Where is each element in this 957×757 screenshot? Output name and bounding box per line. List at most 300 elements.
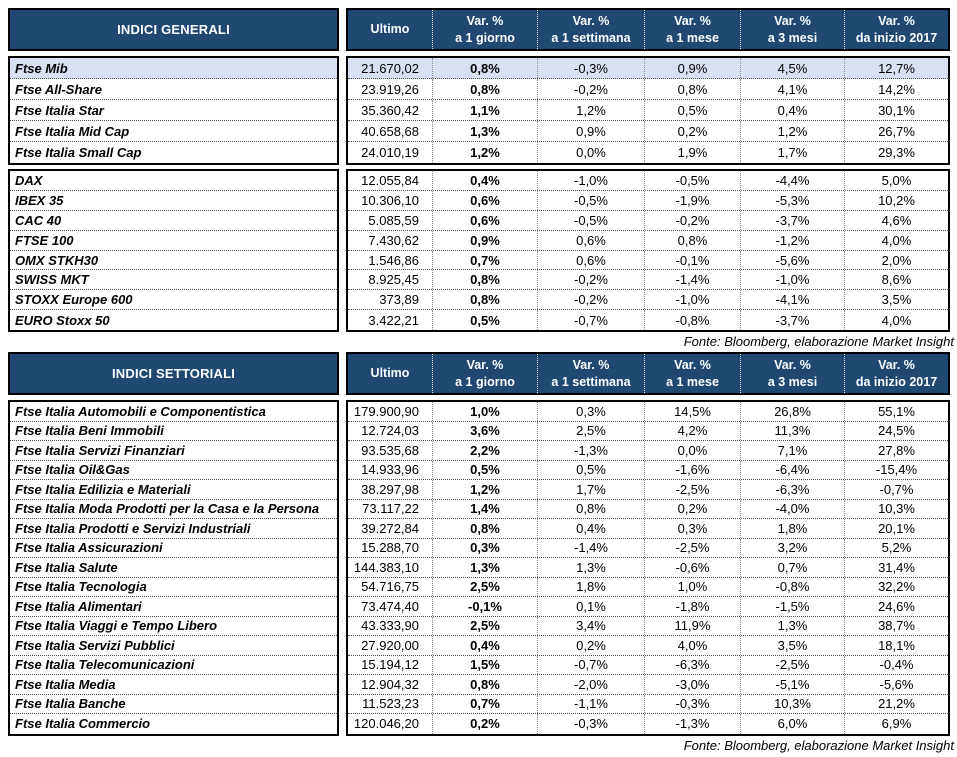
table-body xyxy=(8,400,950,736)
index-name-column xyxy=(8,169,339,332)
table-row-values xyxy=(348,636,948,656)
cell-var-2: -2,5% xyxy=(644,539,740,558)
cell-var-3: 26,8% xyxy=(740,402,844,421)
cell-var-2: 0,9% xyxy=(644,58,740,78)
table-row xyxy=(10,251,337,271)
cell-var-4: 18,1% xyxy=(844,636,948,655)
row-label: Ftse Italia Prodotti e Servizi Industriali xyxy=(15,520,251,536)
row-label: Ftse Italia Tecnologia xyxy=(15,579,147,595)
cell-var-1: 0,3% xyxy=(537,402,644,421)
column-header-line2: a 3 mesi xyxy=(767,30,818,45)
column-header-line2: a 1 mese xyxy=(666,374,719,389)
table-row xyxy=(10,695,337,715)
column-header-line2: a 1 settimana xyxy=(551,374,631,389)
cell-ultimo: 24.010,19 xyxy=(361,145,419,160)
table-row xyxy=(10,519,337,539)
cell-var-3: -6,4% xyxy=(740,461,844,480)
table-row xyxy=(10,578,337,598)
column-header-var-1 xyxy=(537,10,644,49)
table-row xyxy=(10,675,337,695)
table-row xyxy=(10,231,337,251)
cell-var-3: -5,6% xyxy=(740,251,844,270)
cell-var-2: 1,9% xyxy=(644,142,740,163)
table-row xyxy=(10,142,337,163)
row-label: Ftse Italia Viaggi e Tempo Libero xyxy=(15,618,218,634)
cell-var-4: 24,5% xyxy=(844,422,948,441)
cell-var-0: 0,8% xyxy=(432,79,537,99)
table-body xyxy=(8,56,950,332)
cell-var-0: 2,2% xyxy=(432,441,537,460)
cell-var-1: -0,2% xyxy=(537,270,644,289)
cell-var-2: 4,2% xyxy=(644,422,740,441)
column-header-line2: da inizio 2017 xyxy=(855,30,938,45)
table-header xyxy=(8,8,950,51)
column-header-var-4 xyxy=(844,354,948,393)
row-label: Ftse Italia Moda Prodotti per la Casa e la Persona xyxy=(15,501,320,517)
cell-ultimo: 35.360,42 xyxy=(361,102,419,118)
cell-ultimo: 12.904,32 xyxy=(361,676,419,692)
cell-ultimo: 23.919,26 xyxy=(361,81,419,97)
column-header-line1: Var. % xyxy=(572,13,610,28)
row-label: Ftse Italia Telecomunicazioni xyxy=(15,657,195,673)
column-headers xyxy=(346,8,950,51)
cell-var-2: -1,0% xyxy=(644,290,740,309)
cell-var-0: 0,8% xyxy=(432,270,537,289)
row-label: Ftse Italia Automobili e Componentistica xyxy=(15,403,266,419)
cell-var-2: 0,2% xyxy=(644,121,740,141)
cell-ultimo: 27.920,00 xyxy=(361,637,419,653)
cell-var-1: 2,5% xyxy=(537,422,644,441)
cell-var-1: 1,8% xyxy=(537,578,644,597)
table-row-values xyxy=(348,597,948,617)
cell-ultimo: 15.194,12 xyxy=(361,657,419,673)
cell-var-2: 0,8% xyxy=(644,231,740,250)
table-row xyxy=(10,211,337,231)
table-row xyxy=(10,539,337,559)
row-label: Ftse Italia Oil&Gas xyxy=(15,462,130,478)
cell-var-1: -1,0% xyxy=(537,171,644,190)
cell-ultimo: 21.670,02 xyxy=(361,60,419,76)
cell-ultimo: 10.306,10 xyxy=(361,192,419,208)
table-row-values xyxy=(348,695,948,715)
cell-var-2: 0,2% xyxy=(644,500,740,519)
cell-var-0: 1,5% xyxy=(432,656,537,675)
table-row-values xyxy=(348,191,948,211)
column-header-var-3 xyxy=(740,354,844,393)
cell-var-1: 0,2% xyxy=(537,636,644,655)
cell-var-4: 24,6% xyxy=(844,597,948,616)
table-row xyxy=(10,270,337,290)
column-header-var-4 xyxy=(844,10,948,49)
table-row xyxy=(10,58,337,79)
cell-var-1: 3,4% xyxy=(537,617,644,636)
cell-var-2: -1,6% xyxy=(644,461,740,480)
table-row-values xyxy=(348,441,948,461)
table-row xyxy=(10,290,337,310)
cell-var-2: -1,3% xyxy=(644,714,740,734)
cell-var-3: -3,7% xyxy=(740,211,844,230)
column-header-line2: a 1 giorno xyxy=(455,30,515,45)
cell-var-1: -0,7% xyxy=(537,656,644,675)
cell-var-4: 10,2% xyxy=(844,191,948,210)
cell-ultimo: 14.933,96 xyxy=(361,462,419,478)
row-label: OMX STKH30 xyxy=(15,252,99,268)
table-row xyxy=(10,79,337,100)
cell-ultimo: 12.055,84 xyxy=(361,172,419,188)
cell-var-0: 2,5% xyxy=(432,617,537,636)
table-row-values xyxy=(348,461,948,481)
cell-var-4: 14,2% xyxy=(844,79,948,99)
index-name-column xyxy=(8,400,339,736)
indici-settoriali-table xyxy=(8,352,954,754)
column-header-ultimo xyxy=(348,10,432,49)
row-label: Ftse Italia Banche xyxy=(15,696,126,712)
cell-var-0: 0,6% xyxy=(432,191,537,210)
cell-var-2: -0,2% xyxy=(644,211,740,230)
column-header-line1: Var. % xyxy=(466,13,504,28)
cell-var-0: 0,9% xyxy=(432,231,537,250)
table-row-values xyxy=(348,617,948,637)
cell-ultimo: 11.523,23 xyxy=(362,696,419,712)
column-header-line1: Var. % xyxy=(774,13,811,28)
table-row xyxy=(10,121,337,142)
cell-var-1: 0,6% xyxy=(537,231,644,250)
row-label: DAX xyxy=(15,172,43,188)
row-label: Ftse Italia Servizi Finanziari xyxy=(15,442,185,458)
cell-ultimo: 73.474,40 xyxy=(361,598,419,614)
cell-ultimo: 12.724,03 xyxy=(361,423,419,439)
cell-var-2: -0,8% xyxy=(644,310,740,330)
column-header-line2: a 3 mesi xyxy=(767,374,818,389)
row-label: IBEX 35 xyxy=(15,192,64,208)
table-row xyxy=(10,441,337,461)
cell-ultimo: 8.925,45 xyxy=(368,272,419,288)
row-label: CAC 40 xyxy=(15,212,62,228)
table-row xyxy=(10,480,337,500)
cell-var-3: -0,8% xyxy=(740,578,844,597)
table-row xyxy=(10,597,337,617)
cell-var-0: 1,1% xyxy=(432,100,537,120)
row-label: Ftse Italia Edilizia e Materiali xyxy=(15,481,191,497)
cell-ultimo: 1.546,86 xyxy=(368,252,419,268)
cell-ultimo: 39.272,84 xyxy=(361,520,419,536)
cell-var-2: 11,9% xyxy=(644,617,740,636)
table-row xyxy=(10,310,337,330)
cell-ultimo: 373,89 xyxy=(379,292,419,308)
cell-var-2: -1,9% xyxy=(644,191,740,210)
column-header-ultimo xyxy=(348,354,432,393)
cell-var-2: -0,6% xyxy=(644,558,740,577)
table-header xyxy=(8,352,950,395)
cell-var-0: 0,5% xyxy=(432,310,537,330)
cell-var-4: 32,2% xyxy=(844,578,948,597)
cell-var-4: 38,7% xyxy=(844,617,948,636)
cell-var-4: 4,6% xyxy=(844,211,948,230)
row-group xyxy=(8,169,950,332)
cell-var-2: 0,5% xyxy=(644,100,740,120)
cell-var-4: 26,7% xyxy=(844,121,948,141)
column-header-line1: Var. % xyxy=(878,13,915,28)
row-label: Ftse All-Share xyxy=(15,81,102,97)
column-header-line1: Var. % xyxy=(774,357,811,372)
cell-var-2: 1,0% xyxy=(644,578,740,597)
cell-var-4: 10,3% xyxy=(844,500,948,519)
cell-var-0: -0,1% xyxy=(432,597,537,616)
table-row-values xyxy=(348,310,948,330)
cell-var-1: 0,6% xyxy=(537,251,644,270)
table-row xyxy=(10,714,337,734)
cell-ultimo: 5.085,59 xyxy=(368,212,419,228)
table-row-values xyxy=(348,558,948,578)
cell-var-4: -0,4% xyxy=(844,656,948,675)
cell-var-0: 3,6% xyxy=(432,422,537,441)
column-header-label: Ultimo xyxy=(370,22,410,37)
cell-var-2: -2,5% xyxy=(644,480,740,499)
column-header-var-3 xyxy=(740,10,844,49)
cell-var-1: 1,2% xyxy=(537,100,644,120)
column-header-line1: Var. % xyxy=(674,357,711,372)
cell-var-4: 20,1% xyxy=(844,519,948,538)
cell-var-0: 2,5% xyxy=(432,578,537,597)
cell-var-0: 0,2% xyxy=(432,714,537,734)
cell-var-4: 5,2% xyxy=(844,539,948,558)
cell-var-4: -5,6% xyxy=(844,675,948,694)
table-row-values xyxy=(348,290,948,310)
cell-var-3: 0,7% xyxy=(740,558,844,577)
cell-var-0: 0,3% xyxy=(432,539,537,558)
column-header-var-2 xyxy=(644,10,740,49)
source-note: Fonte: Bloomberg, elaborazione Market Insight xyxy=(683,737,954,753)
table-row xyxy=(10,461,337,481)
cell-var-0: 0,6% xyxy=(432,211,537,230)
cell-var-3: 6,0% xyxy=(740,714,844,734)
cell-var-2: -1,4% xyxy=(644,270,740,289)
cell-var-1: -0,3% xyxy=(537,714,644,734)
table-row xyxy=(10,422,337,442)
column-header-line2: da inizio 2017 xyxy=(855,374,938,389)
row-group xyxy=(8,56,950,165)
cell-var-4: 27,8% xyxy=(844,441,948,460)
table-row-values xyxy=(348,100,948,121)
cell-var-0: 1,2% xyxy=(432,480,537,499)
table-row xyxy=(10,171,337,191)
table-title: INDICI GENERALI xyxy=(8,8,339,51)
cell-var-2: 0,0% xyxy=(644,441,740,460)
cell-var-3: 1,8% xyxy=(740,519,844,538)
table-row-values xyxy=(348,270,948,290)
cell-var-3: 4,5% xyxy=(740,58,844,78)
cell-var-4: 8,6% xyxy=(844,270,948,289)
table-row-values xyxy=(348,171,948,191)
row-label: Ftse Mib xyxy=(15,60,68,76)
cell-ultimo: 15.288,70 xyxy=(361,540,419,556)
cell-var-1: 0,8% xyxy=(537,500,644,519)
column-header-line2: a 1 settimana xyxy=(551,30,631,45)
table-row-values xyxy=(348,519,948,539)
cell-var-1: -1,1% xyxy=(537,695,644,714)
cell-var-3: -4,1% xyxy=(740,290,844,309)
cell-var-3: -1,0% xyxy=(740,270,844,289)
cell-var-3: -6,3% xyxy=(740,480,844,499)
cell-var-1: -0,7% xyxy=(537,310,644,330)
table-row-values xyxy=(348,231,948,251)
column-header-line2: a 1 giorno xyxy=(455,374,515,389)
column-header-var-2 xyxy=(644,354,740,393)
cell-var-3: 4,1% xyxy=(740,79,844,99)
column-header-var-0 xyxy=(432,10,537,49)
cell-var-2: -0,5% xyxy=(644,171,740,190)
cell-var-2: 0,8% xyxy=(644,79,740,99)
cell-var-0: 1,4% xyxy=(432,500,537,519)
cell-var-4: 12,7% xyxy=(844,58,948,78)
table-row xyxy=(10,617,337,637)
column-headers xyxy=(346,352,950,395)
cell-ultimo: 43.333,90 xyxy=(361,618,419,634)
table-row-values xyxy=(348,211,948,231)
cell-var-4: 6,9% xyxy=(844,714,948,734)
cell-ultimo: 54.716,75 xyxy=(361,579,419,595)
cell-var-4: 2,0% xyxy=(844,251,948,270)
source-note: Fonte: Bloomberg, elaborazione Market Insight xyxy=(683,334,954,350)
cell-var-2: 4,0% xyxy=(644,636,740,655)
table-row-values xyxy=(348,480,948,500)
table-row xyxy=(10,191,337,211)
row-label: SWISS MKT xyxy=(15,272,89,288)
cell-var-2: 0,3% xyxy=(644,519,740,538)
cell-var-4: 21,2% xyxy=(844,695,948,714)
cell-var-4: -15,4% xyxy=(844,461,948,480)
cell-var-3: 1,2% xyxy=(740,121,844,141)
cell-var-3: 1,7% xyxy=(740,142,844,163)
cell-var-3: 0,4% xyxy=(740,100,844,120)
table-row-values xyxy=(348,500,948,520)
cell-var-0: 0,4% xyxy=(432,171,537,190)
index-values-column xyxy=(346,56,950,165)
column-header-line1: Var. % xyxy=(674,13,711,28)
index-values-column xyxy=(346,400,950,736)
row-label: Ftse Italia Alimentari xyxy=(15,598,142,614)
row-label: Ftse Italia Salute xyxy=(15,559,118,575)
row-label: Ftse Italia Small Cap xyxy=(15,145,142,160)
table-title: INDICI SETTORIALI xyxy=(8,352,339,395)
table-row-values xyxy=(348,422,948,442)
row-label: STOXX Europe 600 xyxy=(15,292,133,308)
row-label: Ftse Italia Assicurazioni xyxy=(15,540,163,556)
cell-var-4: 31,4% xyxy=(844,558,948,577)
cell-var-1: -0,5% xyxy=(537,191,644,210)
cell-var-4: -0,7% xyxy=(844,480,948,499)
cell-var-0: 1,0% xyxy=(432,402,537,421)
column-header-line1: Var. % xyxy=(572,357,610,372)
cell-ultimo: 93.535,68 xyxy=(361,442,419,458)
table-row-values xyxy=(348,578,948,598)
column-header-label: Ultimo xyxy=(370,366,410,381)
cell-var-3: -2,5% xyxy=(740,656,844,675)
cell-var-0: 0,5% xyxy=(432,461,537,480)
cell-var-0: 0,7% xyxy=(432,695,537,714)
cell-var-1: -0,2% xyxy=(537,79,644,99)
table-row-values xyxy=(348,79,948,100)
cell-var-1: 1,7% xyxy=(537,480,644,499)
cell-var-0: 1,3% xyxy=(432,121,537,141)
column-header-line1: Var. % xyxy=(466,357,504,372)
cell-var-4: 29,3% xyxy=(844,142,948,163)
column-header-line1: Var. % xyxy=(878,357,915,372)
cell-var-4: 5,0% xyxy=(844,171,948,190)
cell-var-4: 55,1% xyxy=(844,402,948,421)
cell-var-1: 0,0% xyxy=(537,142,644,163)
table-row-values xyxy=(348,675,948,695)
indici-generali-table xyxy=(8,8,954,350)
column-header-line2: a 1 mese xyxy=(666,30,719,45)
cell-ultimo: 40.658,68 xyxy=(361,123,419,139)
cell-var-1: -0,5% xyxy=(537,211,644,230)
column-header-var-0 xyxy=(432,354,537,393)
row-group xyxy=(8,400,950,736)
cell-var-2: 14,5% xyxy=(644,402,740,421)
cell-var-0: 1,2% xyxy=(432,142,537,163)
cell-ultimo: 144.383,10 xyxy=(353,559,419,575)
cell-var-3: -5,1% xyxy=(740,675,844,694)
cell-var-1: -1,3% xyxy=(537,441,644,460)
table-row-values xyxy=(348,251,948,271)
cell-var-3: 1,3% xyxy=(740,617,844,636)
cell-var-1: 0,1% xyxy=(537,597,644,616)
cell-var-1: 0,4% xyxy=(537,519,644,538)
cell-var-1: 1,3% xyxy=(537,558,644,577)
cell-var-3: 11,3% xyxy=(740,422,844,441)
cell-var-3: 3,5% xyxy=(740,636,844,655)
cell-var-0: 0,4% xyxy=(432,636,537,655)
table-row xyxy=(10,100,337,121)
table-row xyxy=(10,656,337,676)
cell-var-3: 10,3% xyxy=(740,695,844,714)
cell-var-3: 3,2% xyxy=(740,539,844,558)
cell-var-4: 4,0% xyxy=(844,231,948,250)
cell-var-0: 0,8% xyxy=(432,290,537,309)
cell-var-3: -1,2% xyxy=(740,231,844,250)
cell-var-3: -3,7% xyxy=(740,310,844,330)
cell-var-1: 0,5% xyxy=(537,461,644,480)
row-label: Ftse Italia Servizi Pubblici xyxy=(15,637,175,653)
row-label: EURO Stoxx 50 xyxy=(15,312,110,328)
row-label: Ftse Italia Media xyxy=(15,676,116,692)
table-row xyxy=(10,558,337,578)
cell-var-2: -3,0% xyxy=(644,675,740,694)
row-label: FTSE 100 xyxy=(15,232,74,248)
cell-var-4: 4,0% xyxy=(844,310,948,330)
cell-var-3: -4,0% xyxy=(740,500,844,519)
row-label: Ftse Italia Mid Cap xyxy=(15,123,130,139)
table-row xyxy=(10,500,337,520)
table-row xyxy=(10,402,337,422)
cell-var-1: -2,0% xyxy=(537,675,644,694)
cell-var-1: 0,9% xyxy=(537,121,644,141)
table-row-values xyxy=(348,539,948,559)
table-row-values xyxy=(348,714,948,734)
cell-ultimo: 120.046,20 xyxy=(353,716,419,732)
table-row-values xyxy=(348,142,948,163)
cell-var-2: -0,1% xyxy=(644,251,740,270)
cell-var-3: -4,4% xyxy=(740,171,844,190)
cell-var-0: 0,8% xyxy=(432,58,537,78)
cell-var-3: -5,3% xyxy=(740,191,844,210)
table-row-values xyxy=(348,58,948,79)
cell-var-4: 30,1% xyxy=(844,100,948,120)
cell-var-0: 0,8% xyxy=(432,519,537,538)
table-row-values xyxy=(348,402,948,422)
cell-ultimo: 73.117,22 xyxy=(362,501,419,517)
